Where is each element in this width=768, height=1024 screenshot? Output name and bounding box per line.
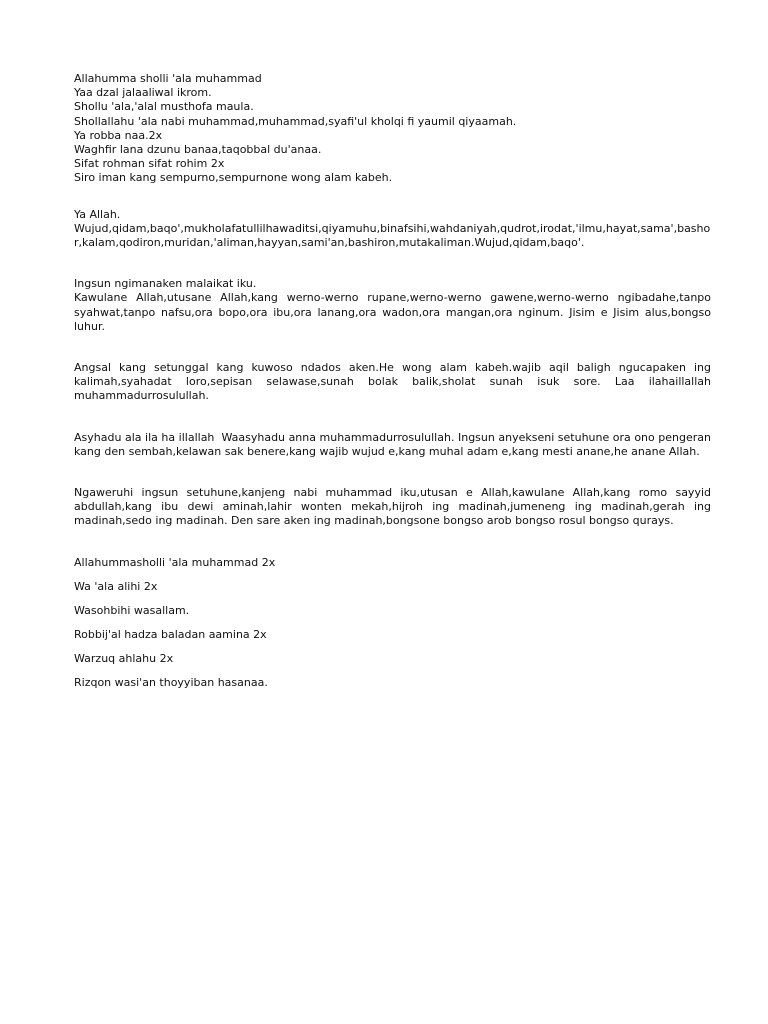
- opening-line: Allahumma sholli 'ala muhammad: [74, 72, 262, 85]
- ya-allah-block: [74, 208, 711, 251]
- ngaweruhi-text: Ngaweruhi ingsun setuhune,kanjeng nabi muhammad iku,utusan e Allah,kawulane Allah,kang romo sayyid abdullah,kang ibu dewi aminah,lahir wonten mekah,hijroh ing madinah,jumeneng ing madinah,gerah ing madinah,sedo ing madinah. Den sare aken ing madinah,bongsone bongso arob bongso rosul bongso qurays.: [74, 486, 711, 528]
- closing-line: Rizqon wasi'an thoyyiban hasanaa.: [74, 675, 268, 689]
- opening-line: Ya robba naa.2x: [74, 128, 163, 142]
- opening-line: Shollu 'ala,'alal musthofa maula.: [74, 100, 254, 114]
- malaikat-heading: Ingsun ngimanaken malaikat iku.: [74, 277, 257, 291]
- closing-line: Warzuq ahlahu 2x: [74, 651, 174, 665]
- opening-line: Sifat rohman sifat rohim 2x: [74, 157, 225, 171]
- ya-allah-heading: Ya Allah.: [74, 207, 121, 221]
- opening-line: Shollallahu 'ala nabi muhammad,muhammad,syafi'ul kholqi fi yaumil qiyaamah.: [74, 114, 517, 128]
- opening-line: Siro iman kang sempurno,sempurnone wong alam kabeh.: [74, 171, 393, 185]
- opening-line: Waghfir lana dzunu banaa,taqobbal du'anaa.: [74, 143, 322, 157]
- closing-line: Allahummasholli 'ala muhammad 2x: [74, 555, 276, 569]
- closing-prayer-block: [74, 556, 711, 690]
- closing-line: Robbij'al hadza baladan aamina 2x: [74, 627, 267, 641]
- document-page: [74, 72, 715, 700]
- ya-allah-text: Wujud,qidam,baqo',mukholafatullilhawaditsi,qiyamuhu,binafsihi,wahdaniyah,qudrot,irodat,'ilmu,hayat,sama',bashor,kalam,qodiron,muridan,'aliman,hayyan,sami'an,bashiron,mutakaliman.Wujud,qidam,baqo'.: [74, 221, 711, 250]
- ngaweruhi-block: [74, 486, 711, 529]
- angsal-text: Angsal kang setunggal kang kuwoso ndados aken.He wong alam kabeh.wajib aqil baligh ngucapaken ing kalimah,syahadat loro,sepisan selawase,sunah bolak balik,sholat sunah isuk sore. Laa ilahaillallah muhammadurrosulullah.: [74, 361, 711, 403]
- closing-line: Wasohbihi wasallam.: [74, 603, 190, 617]
- opening-prayer-block: [74, 72, 711, 186]
- opening-line: Yaa dzal jalaaliwal ikrom.: [74, 86, 212, 100]
- asyhadu-text: Asyhadu ala ila ha illallah Waasyhadu anna muhammadurrosulullah. Ingsun anyekseni setuhune ora ono pengeran kang den sembah,kelawan sak benere,kang wajib wujud e,kang muhal adam e,kang mesti anane,he anane Allah.: [74, 430, 715, 458]
- malaikat-text: Kawulane Allah,utusane Allah,kang werno-werno rupane,werno-werno gawene,werno-werno ngibadahe,tanpo syahwat,tanpo nafsu,ora bopo,ora ibu,ora lanang,ora wadon,ora mangan,ora nginum. Jisim e Jisim alus,bongso luhur.: [74, 291, 711, 333]
- closing-line: Wa 'ala alihi 2x: [74, 579, 158, 593]
- malaikat-block: [74, 277, 711, 334]
- asyhadu-block: [74, 430, 715, 459]
- angsal-block: [74, 361, 711, 404]
